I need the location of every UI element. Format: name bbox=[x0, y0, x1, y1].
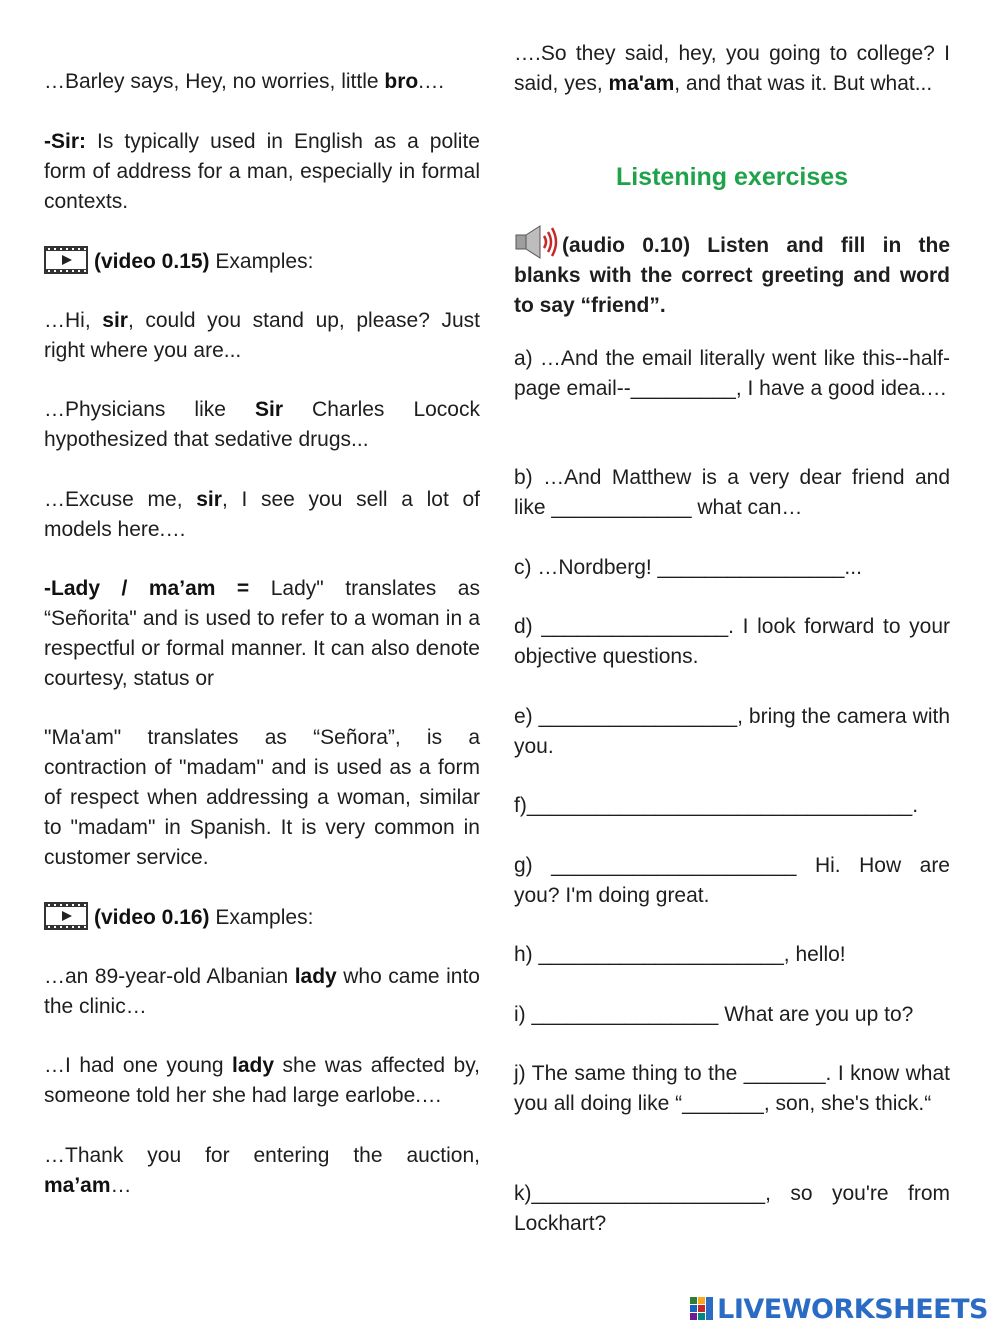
exercise-g[interactable]: g) _____________________ Hi. How are you? I'm doing great. bbox=[514, 854, 950, 907]
liveworksheets-logo[interactable] bbox=[689, 1292, 988, 1326]
example-sir-1: …Hi, sir, could you stand up, please? Just right where you are... bbox=[44, 309, 481, 362]
lady-definition: -Lady / ma’am = Lady" translates as “Señorita" and is used to refer to a woman in a respectful or formal manner. It can also denote courtesy, status or bbox=[44, 577, 480, 690]
exercise-k[interactable]: k)____________________, so you're from Lockhart? bbox=[514, 1182, 950, 1235]
video-play-icon[interactable] bbox=[44, 902, 88, 930]
exercise-f[interactable]: f)_________________________________. bbox=[514, 794, 919, 817]
example-maam: …Thank you for entering the auction, ma’am… bbox=[44, 1144, 480, 1197]
example-sir-2: …Physicians like Sir Charles Locock hypothesized that sedative drugs... bbox=[44, 398, 480, 451]
video-play-icon[interactable] bbox=[44, 246, 88, 274]
exercise-j[interactable]: j) The same thing to the _______. I know what you all doing like “_______, son, she's thick.“ bbox=[514, 1062, 950, 1115]
exercise-e[interactable]: e) _________________, bring the camera with you. bbox=[514, 705, 950, 758]
exercise-b[interactable]: b) …And Matthew is a very dear friend and like ____________ what can… bbox=[514, 466, 950, 519]
exercise-c[interactable]: c) …Nordberg! ________________... bbox=[514, 556, 862, 579]
logo-text: LIVEWORKSHEETS bbox=[717, 1293, 988, 1325]
section-heading: Listening exercises bbox=[615, 163, 849, 191]
quote-barley: …Barley says, Hey, no worries, little bro.… bbox=[44, 70, 446, 93]
listening-instruction: (audio 0.10) Listen and fill in the blanks with the correct greeting and word to say “friend”. bbox=[514, 224, 950, 321]
example-lady-1: …an 89-year-old Albanian lady who came into the clinic… bbox=[44, 965, 480, 1018]
exercise-h[interactable]: h) _____________________, hello! bbox=[514, 943, 846, 966]
quote-college: ….So they said, hey, you going to college? I said, yes, ma'am, and that was it. But what... bbox=[514, 42, 950, 95]
exercise-a[interactable]: a) …And the email literally went like this--half-page email--_________, I have a good idea.… bbox=[514, 347, 950, 400]
sir-definition: -Sir: Is typically used in English as a polite form of address for a man, especially in formal contexts. bbox=[44, 130, 480, 213]
example-sir-3: …Excuse me, sir, I see you sell a lot of models here.… bbox=[44, 488, 481, 541]
exercise-i[interactable]: i) ________________ What are you up to? bbox=[514, 1003, 914, 1026]
video-link-015[interactable]: (video 0.15) Examples: bbox=[44, 246, 480, 277]
maam-definition: "Ma'am" translates as “Señora”, is a contraction of "madam" and is used as a form of respect when addressing a woman, similar to "madam" in Spanish. It is very common in customer service. bbox=[44, 726, 480, 869]
video-link-016[interactable]: (video 0.16) Examples: bbox=[44, 902, 480, 933]
example-lady-2: …I had one young lady she was affected by, someone told her she had large earlobe.… bbox=[44, 1054, 480, 1107]
exercise-d[interactable]: d) ________________. I look forward to your objective questions. bbox=[514, 615, 950, 668]
speaker-audio-icon[interactable] bbox=[514, 224, 560, 260]
liveworksheets-logo-icon bbox=[689, 1296, 715, 1322]
